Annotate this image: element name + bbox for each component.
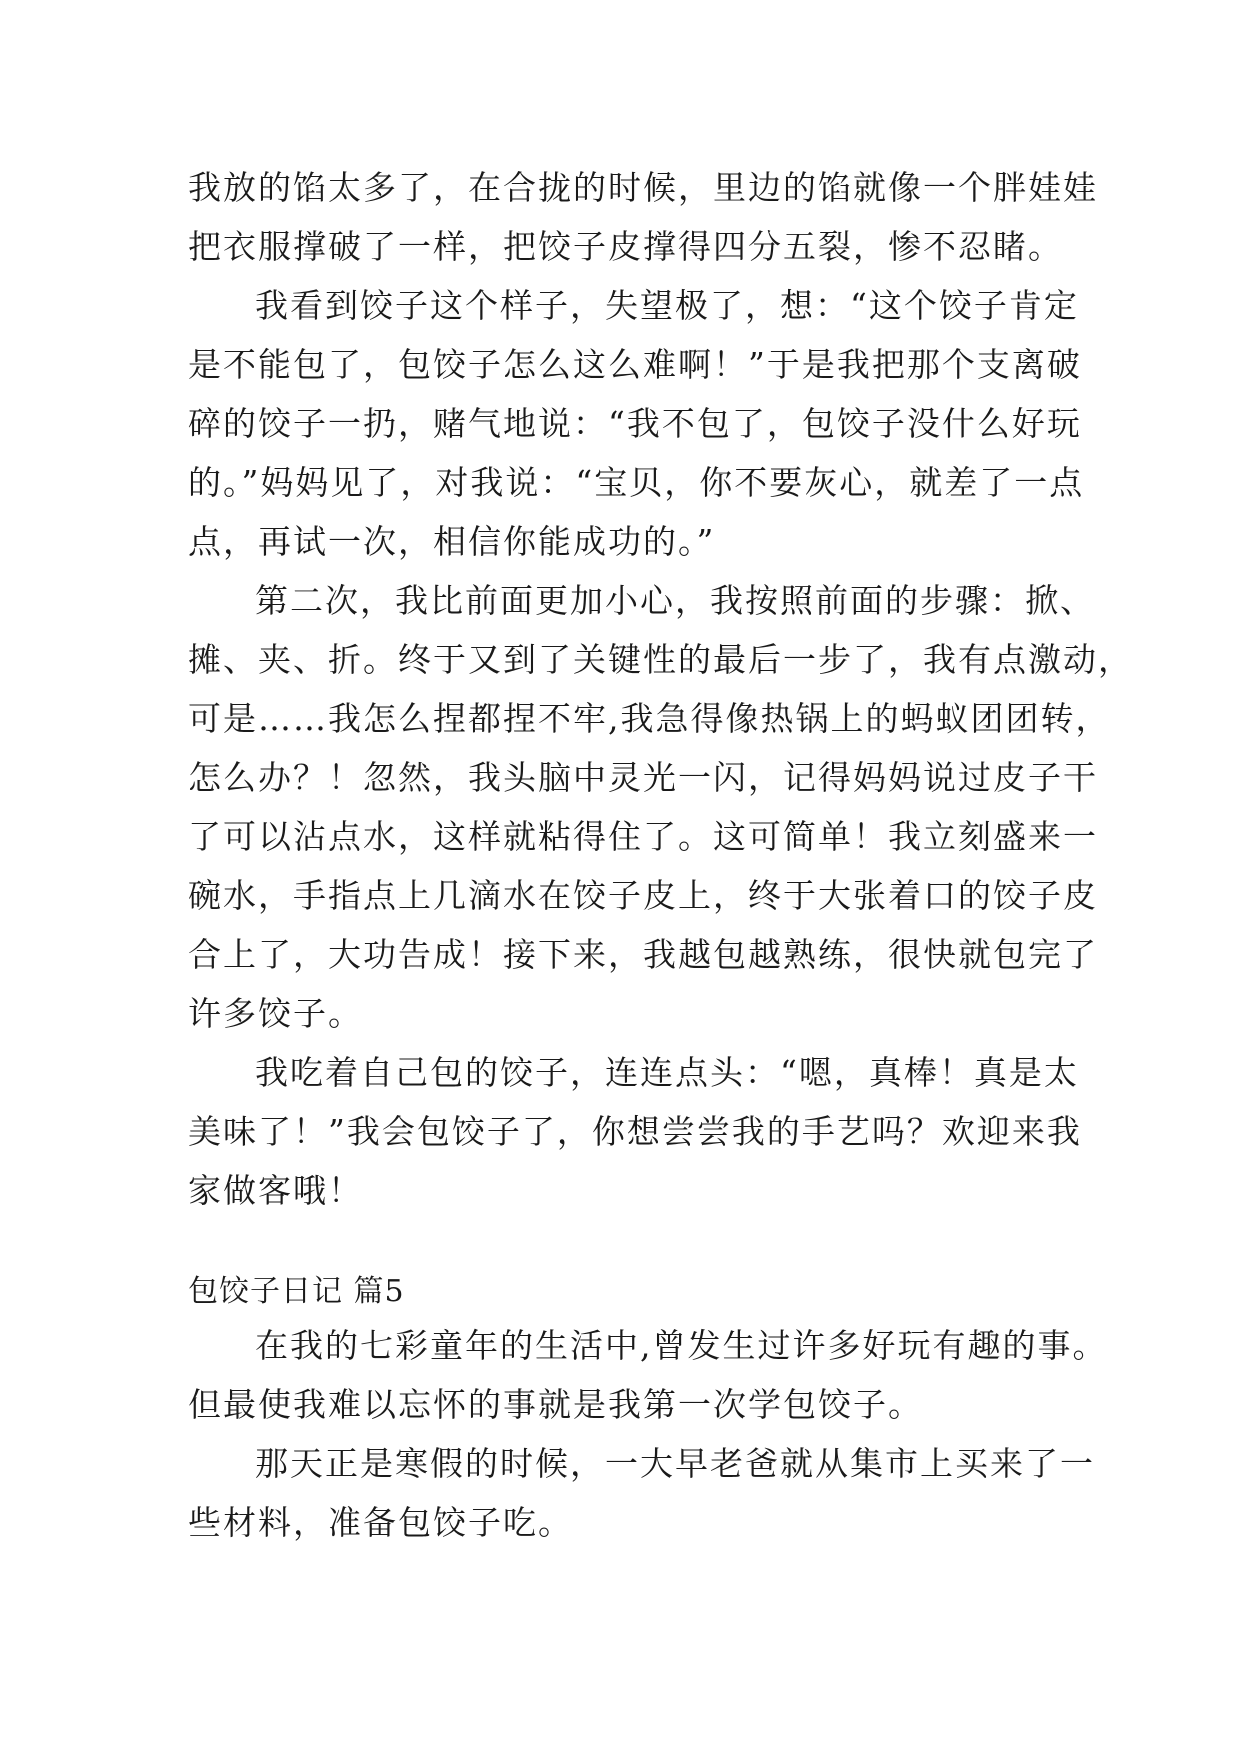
paragraph-line: 碗水，手指点上几滴水在饺子皮上，终于大张着口的饺子皮 [188,876,1098,915]
paragraph-line: 点，再试一次，相信你能成功的。” [188,522,716,561]
paragraph-line: 可是……我怎么捏都捏不牢,我急得像热锅上的蚂蚁团团转， [188,699,1111,738]
paragraph-line: 我吃着自己包的饺子，连连点头：“嗯，真棒！真是太 [255,1053,1079,1092]
paragraph-line: 但最使我难以忘怀的事就是我第一次学包饺子。 [188,1385,923,1424]
paragraph-line: 是不能包了，包饺子怎么这么难啊！”于是我把那个支离破 [188,345,1082,384]
paragraph-line: 许多饺子。 [188,994,363,1033]
section-heading: 包饺子日记 篇5 [188,1274,405,1309]
paragraph-line: 美味了！”我会包饺子了，你想尝尝我的手艺吗？欢迎来我 [188,1112,1082,1151]
paragraph-line: 我看到饺子这个样子，失望极了，想：“这个饺子肯定 [255,286,1079,325]
paragraph-line: 第二次，我比前面更加小心，我按照前面的步骤：掀、 [255,581,1095,620]
paragraph-line: 些材料，准备包饺子吃。 [188,1503,573,1542]
paragraph-line: 了可以沾点水，这样就粘得住了。这可简单！我立刻盛来一 [188,817,1098,856]
paragraph-line: 那天正是寒假的时候，一大早老爸就从集市上买来了一 [255,1444,1095,1483]
paragraph-line: 家做客哦！ [188,1171,363,1210]
paragraph-line: 我放的馅太多了，在合拢的时候，里边的馅就像一个胖娃娃 [188,168,1098,207]
paragraph-line: 怎么办？！忽然，我头脑中灵光一闪，记得妈妈说过皮子干 [188,758,1098,797]
paragraph-line: 合上了，大功告成！接下来，我越包越熟练，很快就包完了 [188,935,1098,974]
paragraph-line: 在我的七彩童年的生活中,曾发生过许多好玩有趣的事。 [255,1326,1108,1365]
paragraph-line: 碎的饺子一扔，赌气地说：“我不包了，包饺子没什么好玩 [188,404,1082,443]
paragraph-line: 摊、夹、折。终于又到了关键性的最后一步了，我有点激动， [188,640,1133,679]
paragraph-line: 把衣服撑破了一样，把饺子皮撑得四分五裂，惨不忍睹。 [188,227,1063,266]
paragraph-line: 的。”妈妈见了，对我说：“宝贝，你不要灰心，就差了一点 [188,463,1085,502]
